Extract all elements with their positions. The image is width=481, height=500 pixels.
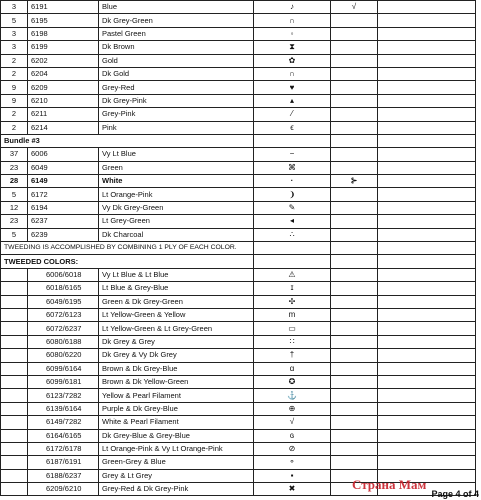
blank-cell — [378, 362, 476, 375]
blank-cell — [1, 429, 28, 442]
blank-cell — [378, 375, 476, 388]
symbol-icon: ∩ — [254, 14, 331, 27]
mark-icon — [331, 148, 378, 161]
color-row — [1, 41, 476, 54]
color-number: 6006 — [28, 148, 99, 161]
mark-icon — [331, 14, 378, 27]
mark-icon — [331, 215, 378, 228]
color-name: Gold — [99, 54, 254, 67]
blank-cell — [1, 416, 28, 429]
color-name: Lt Orange-Pink — [99, 188, 254, 201]
tweeded-row — [1, 442, 476, 455]
color-number: 6195 — [28, 14, 99, 27]
symbol-icon: ▭ — [254, 322, 331, 335]
symbol-icon: ϵ — [254, 121, 331, 134]
color-row — [1, 1, 476, 14]
color-name: Dk Brown — [99, 41, 254, 54]
tweeded-row — [1, 349, 476, 362]
tweed-code: 6072/6237 — [28, 322, 99, 335]
tweeded-row — [1, 362, 476, 375]
color-row — [1, 27, 476, 40]
blank-cell — [1, 402, 28, 415]
symbol-icon: ⚠ — [254, 268, 331, 281]
symbol-icon: ɑ — [254, 362, 331, 375]
symbol-icon: ⊕ — [254, 402, 331, 415]
tweed-code: 6172/6178 — [28, 442, 99, 455]
blank-cell — [378, 27, 476, 40]
blank-cell — [1, 349, 28, 362]
watermark-logo: Страна Мам — [352, 477, 427, 492]
tweed-color-name: White & Pearl Filament — [99, 416, 254, 429]
blank-cell — [1, 268, 28, 281]
blank-cell — [378, 429, 476, 442]
blank-cell — [1, 483, 28, 496]
tweeding-note-row — [1, 242, 476, 255]
skein-count: 3 — [1, 1, 28, 14]
skein-count: 5 — [1, 14, 28, 27]
mark-icon: √ — [331, 1, 378, 14]
color-row — [1, 14, 476, 27]
color-row — [1, 94, 476, 107]
tweeded-row — [1, 416, 476, 429]
blank-cell — [378, 282, 476, 295]
blank-cell — [378, 295, 476, 308]
color-name: Pink — [99, 121, 254, 134]
blank-cell — [378, 255, 476, 268]
blank-cell — [331, 375, 378, 388]
symbol-icon: ⚬ — [254, 456, 331, 469]
blank-cell — [378, 175, 476, 188]
tweeded-row — [1, 429, 476, 442]
color-row — [1, 175, 476, 188]
blank-cell — [1, 322, 28, 335]
color-row — [1, 161, 476, 174]
mark-icon — [331, 67, 378, 80]
symbol-icon: √ — [254, 416, 331, 429]
blank-cell — [331, 442, 378, 455]
blank-cell — [378, 215, 476, 228]
tweed-code: 6209/6210 — [28, 483, 99, 496]
symbol-icon: ♪ — [254, 1, 331, 14]
color-name: Dk Gold — [99, 67, 254, 80]
blank-cell — [331, 389, 378, 402]
blank-cell — [331, 255, 378, 268]
mark-icon — [331, 121, 378, 134]
mark-icon — [331, 94, 378, 107]
bundle-3-heading-row — [1, 134, 476, 147]
tweeding-note: TWEEDING IS ACCOMPLISHED BY COMBINING 1 PLY OF EACH COLOR. — [1, 242, 254, 255]
blank-cell — [1, 375, 28, 388]
symbol-icon: · — [254, 175, 331, 188]
color-row — [1, 188, 476, 201]
tweed-color-name: Lt Orange-Pink & Vy Lt Orange-Pink — [99, 442, 254, 455]
skein-count: 9 — [1, 81, 28, 94]
color-number: 6214 — [28, 121, 99, 134]
tweed-color-name: Dk Grey & Grey — [99, 335, 254, 348]
blank-cell — [1, 308, 28, 321]
symbol-icon: ɪ — [254, 282, 331, 295]
tweed-code: 6187/6191 — [28, 456, 99, 469]
symbol-icon: † — [254, 349, 331, 362]
blank-cell — [378, 41, 476, 54]
blank-cell — [254, 255, 331, 268]
blank-cell — [331, 402, 378, 415]
blank-cell — [378, 188, 476, 201]
tweed-color-name: Green & Dk Grey-Green — [99, 295, 254, 308]
blank-cell — [331, 242, 378, 255]
color-name: White — [99, 175, 254, 188]
color-number: 6198 — [28, 27, 99, 40]
blank-cell — [378, 1, 476, 14]
mark-icon — [331, 41, 378, 54]
blank-cell — [1, 295, 28, 308]
color-name: Blue — [99, 1, 254, 14]
symbol-icon: ✿ — [254, 54, 331, 67]
symbol-icon: ♥ — [254, 81, 331, 94]
tweeded-heading: TWEEDED COLORS: — [1, 255, 254, 268]
blank-cell — [1, 362, 28, 375]
tweeded-row — [1, 402, 476, 415]
mark-icon — [331, 108, 378, 121]
tweeded-row — [1, 268, 476, 281]
color-row — [1, 54, 476, 67]
color-number: 6191 — [28, 1, 99, 14]
color-name: Grey-Red — [99, 81, 254, 94]
mark-icon — [331, 201, 378, 214]
color-row — [1, 108, 476, 121]
symbol-icon: ✪ — [254, 375, 331, 388]
color-number: 6049 — [28, 161, 99, 174]
tweed-color-name: Lt Blue & Grey-Blue — [99, 282, 254, 295]
symbol-icon: ◦ — [254, 27, 331, 40]
mark-icon — [331, 228, 378, 241]
blank-cell — [378, 442, 476, 455]
symbol-icon: ❩ — [254, 188, 331, 201]
tweed-color-name: Lt Yellow-Green & Lt Grey-Green — [99, 322, 254, 335]
blank-cell — [378, 94, 476, 107]
page-number: Page 4 of 4 — [431, 489, 479, 499]
symbol-icon: − — [254, 148, 331, 161]
symbol-icon: m — [254, 308, 331, 321]
mark-icon — [331, 27, 378, 40]
color-number: 6210 — [28, 94, 99, 107]
tweeded-row — [1, 389, 476, 402]
tweed-color-name: Yellow & Pearl Filament — [99, 389, 254, 402]
blank-cell — [1, 335, 28, 348]
color-row — [1, 201, 476, 214]
skein-count: 23 — [1, 215, 28, 228]
skein-count: 5 — [1, 228, 28, 241]
color-row — [1, 121, 476, 134]
tweed-color-name: Grey & Lt Grey — [99, 469, 254, 482]
color-name: Green — [99, 161, 254, 174]
tweed-color-name: Lt Yellow-Green & Yellow — [99, 308, 254, 321]
tweeded-row — [1, 322, 476, 335]
tweed-code: 6123/7282 — [28, 389, 99, 402]
blank-cell — [1, 469, 28, 482]
color-name: Dk Grey-Green — [99, 14, 254, 27]
blank-cell — [378, 81, 476, 94]
blank-cell — [331, 335, 378, 348]
color-row — [1, 148, 476, 161]
symbol-icon: ⁄ — [254, 108, 331, 121]
blank-cell — [378, 14, 476, 27]
blank-cell — [1, 442, 28, 455]
blank-cell — [378, 134, 476, 147]
blank-cell — [331, 429, 378, 442]
skein-count: 2 — [1, 108, 28, 121]
tweed-color-name: Purple & Dk Grey-Blue — [99, 402, 254, 415]
color-name: Vy Dk Grey-Green — [99, 201, 254, 214]
mark-icon — [331, 54, 378, 67]
blank-cell — [378, 308, 476, 321]
tweed-code: 6099/6181 — [28, 375, 99, 388]
color-name: Lt Grey-Green — [99, 215, 254, 228]
symbol-icon: ⧗ — [254, 41, 331, 54]
color-number: 6172 — [28, 188, 99, 201]
blank-cell — [378, 389, 476, 402]
symbol-icon: ∩ — [254, 67, 331, 80]
color-number: 6211 — [28, 108, 99, 121]
blank-cell — [378, 228, 476, 241]
skein-count: 3 — [1, 27, 28, 40]
skein-count: 2 — [1, 54, 28, 67]
color-name: Pastel Green — [99, 27, 254, 40]
bundle-3-heading: Bundle #3 — [1, 134, 254, 147]
color-name: Dk Charcoal — [99, 228, 254, 241]
skein-count: 5 — [1, 188, 28, 201]
color-name: Grey-Pink — [99, 108, 254, 121]
symbol-icon: ⌘ — [254, 161, 331, 174]
color-number: 6209 — [28, 81, 99, 94]
tweed-code: 6099/6164 — [28, 362, 99, 375]
color-number: 6237 — [28, 215, 99, 228]
symbol-icon: ✣ — [254, 295, 331, 308]
tweed-color-name: Dk Grey-Blue & Grey-Blue — [99, 429, 254, 442]
blank-cell — [378, 67, 476, 80]
color-name: Vy Lt Blue — [99, 148, 254, 161]
blank-cell — [378, 349, 476, 362]
blank-cell — [378, 201, 476, 214]
tweed-code: 6080/6188 — [28, 335, 99, 348]
symbol-icon: ▴ — [254, 94, 331, 107]
blank-cell — [254, 242, 331, 255]
blank-cell — [331, 134, 378, 147]
skein-count: 3 — [1, 41, 28, 54]
symbol-icon: ✖ — [254, 483, 331, 496]
tweeded-heading-row — [1, 255, 476, 268]
symbol-icon: ∷ — [254, 335, 331, 348]
blank-cell — [331, 268, 378, 281]
symbol-icon: ⚓ — [254, 389, 331, 402]
blank-cell — [331, 456, 378, 469]
blank-cell — [1, 282, 28, 295]
symbol-icon: ⊘ — [254, 442, 331, 455]
mark-icon — [331, 81, 378, 94]
blank-cell — [378, 322, 476, 335]
tweed-code: 6006/6018 — [28, 268, 99, 281]
color-number: 6149 — [28, 175, 99, 188]
blank-cell — [331, 322, 378, 335]
skein-count: 9 — [1, 94, 28, 107]
blank-cell — [378, 335, 476, 348]
blank-cell — [378, 108, 476, 121]
blank-cell — [254, 134, 331, 147]
blank-cell — [331, 362, 378, 375]
blank-cell — [331, 308, 378, 321]
blank-cell — [331, 295, 378, 308]
tweed-code: 6164/6165 — [28, 429, 99, 442]
tweed-code: 6018/6165 — [28, 282, 99, 295]
color-name: Dk Grey-Pink — [99, 94, 254, 107]
tweeded-row — [1, 282, 476, 295]
blank-cell — [378, 161, 476, 174]
tweed-color-name: Green-Grey & Blue — [99, 456, 254, 469]
blank-cell — [331, 349, 378, 362]
mark-icon — [331, 161, 378, 174]
symbol-icon: ▪ — [254, 469, 331, 482]
color-row — [1, 228, 476, 241]
color-number: 6239 — [28, 228, 99, 241]
color-number: 6202 — [28, 54, 99, 67]
blank-cell — [1, 456, 28, 469]
color-row — [1, 67, 476, 80]
blank-cell — [378, 54, 476, 67]
tweeded-row — [1, 308, 476, 321]
tweed-color-name: Brown & Dk Grey-Blue — [99, 362, 254, 375]
color-row — [1, 215, 476, 228]
symbol-icon: ✎ — [254, 201, 331, 214]
tweed-color-name: Dk Grey & Vy Dk Grey — [99, 349, 254, 362]
tweed-code: 6072/6123 — [28, 308, 99, 321]
tweed-code: 6080/6220 — [28, 349, 99, 362]
tweed-color-name: Brown & Dk Yellow-Green — [99, 375, 254, 388]
color-number: 6194 — [28, 201, 99, 214]
blank-cell — [331, 416, 378, 429]
color-key-body — [1, 1, 476, 496]
symbol-icon: ∴ — [254, 228, 331, 241]
blank-cell — [378, 456, 476, 469]
skein-count: 23 — [1, 161, 28, 174]
blank-cell — [378, 402, 476, 415]
blank-cell — [378, 268, 476, 281]
skein-count: 12 — [1, 201, 28, 214]
skein-count: 37 — [1, 148, 28, 161]
color-row — [1, 81, 476, 94]
tweed-code: 6188/6237 — [28, 469, 99, 482]
mark-icon: ⊱ — [331, 175, 378, 188]
skein-count: 28 — [1, 175, 28, 188]
mark-icon — [331, 188, 378, 201]
symbol-icon: ɢ — [254, 429, 331, 442]
tweeded-row — [1, 295, 476, 308]
tweed-code: 6139/6164 — [28, 402, 99, 415]
tweeded-row — [1, 456, 476, 469]
color-number: 6204 — [28, 67, 99, 80]
blank-cell — [378, 416, 476, 429]
blank-cell — [378, 242, 476, 255]
tweed-color-name: Vy Lt Blue & Lt Blue — [99, 268, 254, 281]
tweed-code: 6049/6195 — [28, 295, 99, 308]
blank-cell — [378, 121, 476, 134]
tweed-code: 6149/7282 — [28, 416, 99, 429]
skein-count: 2 — [1, 67, 28, 80]
blank-cell — [331, 282, 378, 295]
skein-count: 2 — [1, 121, 28, 134]
symbol-icon: ◂ — [254, 215, 331, 228]
blank-cell — [378, 148, 476, 161]
blank-cell — [1, 389, 28, 402]
color-number: 6199 — [28, 41, 99, 54]
tweed-color-name: Grey-Red & Dk Grey-Pink — [99, 483, 254, 496]
tweeded-row — [1, 375, 476, 388]
tweeded-row — [1, 335, 476, 348]
